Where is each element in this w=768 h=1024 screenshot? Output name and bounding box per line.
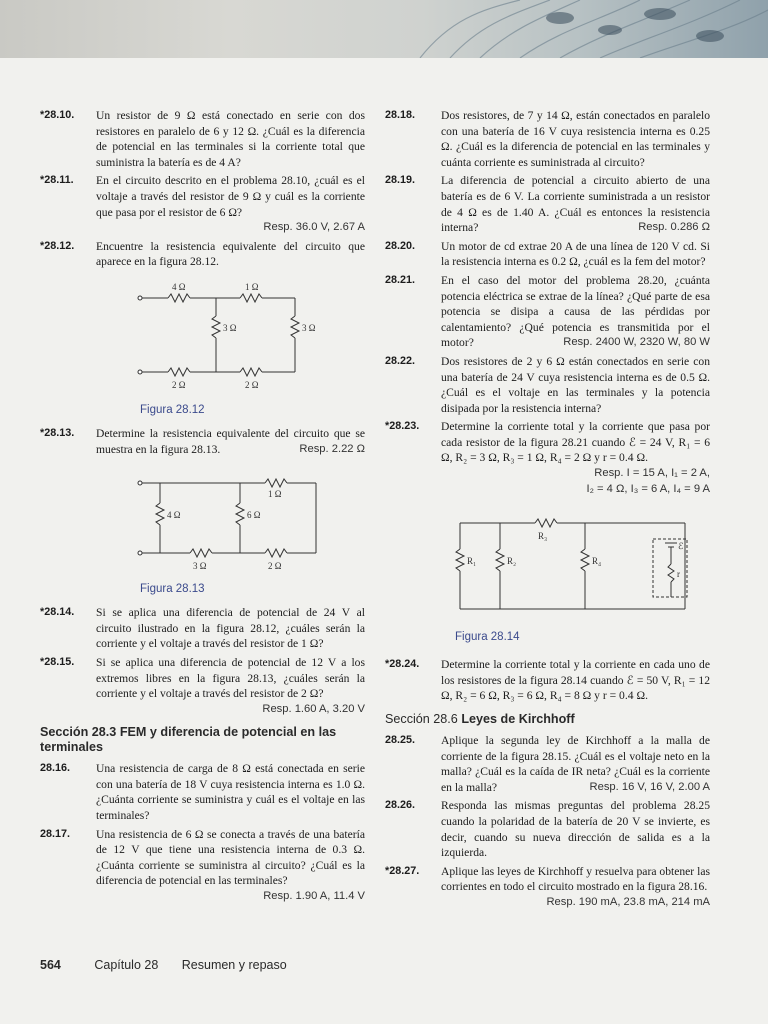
problem-28-22 <box>385 354 710 416</box>
problem-answer: Resp. 1.90 A, 11.4 V <box>263 890 365 903</box>
problem-number: *28.13. <box>40 426 75 439</box>
problem-text: Un resistor de 9 Ω está conectado en serie con dos resistores en paralelo de 6 y 12 Ω. ¿Cuál es la diferencia de potencial en las terminales si la corriente total que suministra la batería es de 4 A? <box>96 109 365 169</box>
problem-number: 28.17. <box>40 827 71 840</box>
problem-text: Una resistencia de carga de 8 Ω está conectada en serie con una batería de 18 V cuya resistencia interna es 1.0 Ω. ¿Cuánta corriente se suministra y cuál es el voltaje en las terminales? <box>96 762 365 823</box>
circuit-diagram-28-13 <box>40 463 365 577</box>
problem-number: *28.27. <box>385 864 420 877</box>
problem-28-14 <box>40 605 365 652</box>
problem-text: Determine la corriente total y la corriente que pasa por cada resistor de la figura 28.21 cuando ℰ = 24 V, R₁ = 6 Ω, R₂ = 3 Ω, R₃ = 1 Ω, R₄ = 2 Ω y r = 0.4 Ω. <box>441 420 710 465</box>
label-3-ohm-a: 3 Ω <box>223 322 237 333</box>
label-emf: ℰ <box>678 541 684 552</box>
problem-28-11 <box>40 173 365 235</box>
page-number: 564 <box>40 958 61 972</box>
problem-answer: Resp. 190 mA, 23.8 mA, 214 mA <box>546 895 710 908</box>
problem-28-19 <box>385 173 710 235</box>
problem-28-23 <box>385 419 710 497</box>
problem-number: *28.10. <box>40 109 75 121</box>
section-title: FEM y diferencia de potencial en las terminales <box>40 725 337 755</box>
problem-28-18 <box>385 108 710 170</box>
section-heading-28-6 <box>385 712 710 727</box>
problem-number: 28.20. <box>385 239 416 252</box>
problem-number: *28.24. <box>385 658 420 671</box>
problem-answer-line-2: I₂ = 4 Ω, I₃ = 6 A, I₄ = 9 A <box>586 482 710 495</box>
problem-text: Dos resistores, de 7 y 14 Ω, están conectados en paralelo con una batería de 16 V cuya resistencia interna es 0.25 Ω. ¿Cuál es la diferencia de potencial en las terminales y cuánta corriente es suministrada al circuito? <box>441 109 710 169</box>
problem-text-body: Determine la resistencia equivalente del circuito que se muestra en la figura 28.13. <box>96 426 365 456</box>
problem-number: *28.23. <box>385 420 420 433</box>
circuit-diagram-28-14 <box>385 509 710 625</box>
problem-28-21 <box>385 273 710 351</box>
circuit-diagram-28-12 <box>40 276 365 398</box>
problem-text-body: Aplique las leyes de Kirchhoff y resuelva para obtener las corrientes en todo el circuito mostrado en la figura 28.16. <box>441 864 710 894</box>
problem-answer: Resp. 36.0 V, 2.67 A <box>263 221 365 234</box>
problem-text-body: La diferencia de potencial a circuito abierto de una batería es de 6 V. La corriente suministrada a un resistor de 4 Ω es de 1.40 A. ¿Cuál es entonces la resistencia interna? <box>441 174 710 235</box>
label-r3: R₃ <box>538 531 548 542</box>
label-4-ohm: 4 Ω <box>167 510 181 521</box>
label-2-ohm-a: 2 Ω <box>172 379 186 390</box>
problem-text: Dos resistores de 2 y 6 Ω están conectados en serie con una batería de 24 V cuya resistencia interna es de 0.5 Ω. ¿Cuál es el voltaje en las terminales y la potencia disipada por la resistencia interna? <box>441 354 710 415</box>
page-footer <box>40 958 287 972</box>
problem-28-25 <box>385 733 710 795</box>
problem-text <box>441 273 710 351</box>
label-r2: R₂ <box>507 556 517 567</box>
figure-caption: Figura 28.13 <box>140 582 205 595</box>
right-column <box>385 108 710 911</box>
problem-number: 28.18. <box>385 109 416 121</box>
problem-28-13 <box>40 426 365 457</box>
label-2-ohm: 2 Ω <box>268 561 282 572</box>
problem-answer: Resp. 0.286 Ω <box>638 221 710 234</box>
label-1-ohm: 1 Ω <box>245 281 259 292</box>
problem-text-body: En el caso del motor del problema 28.20, ¿cuánta potencia eléctrica se extrae de la línea? ¿Qué parte de esa potencia se disipa a causa de las pérdidas por calentamiento? ¿Qué potencia es transmitida por el motor? <box>441 273 710 350</box>
section-title: Leyes de Kirchhoff <box>461 712 575 727</box>
label-2-ohm-b: 2 Ω <box>245 379 259 390</box>
figure-caption: Figura 28.12 <box>140 403 205 416</box>
problem-28-26 <box>385 798 710 860</box>
banner-ornament <box>0 0 768 58</box>
problem-28-17 <box>40 827 365 905</box>
problem-28-20 <box>385 239 710 270</box>
problem-number: 28.16. <box>40 762 71 775</box>
decorative-banner <box>0 0 768 58</box>
figure-28-13 <box>40 463 365 595</box>
label-6-ohm: 6 Ω <box>247 510 261 521</box>
problem-text: Responda las mismas preguntas del problema 28.25 cuando la polaridad de la batería de 20 V se invierte, es decir, cuando su nueva dirección de salida es a la izquierda. <box>441 799 710 860</box>
problem-number: 28.21. <box>385 273 416 286</box>
section-label: Sección 28.6 <box>385 712 458 727</box>
problem-answer-line-1: Resp. I = 15 A, I₁ = 2 A, <box>594 467 710 480</box>
section-label: Sección 28.3 <box>40 725 117 740</box>
problem-number: *28.11. <box>40 174 74 187</box>
problem-text-body: Aplique la segunda ley de Kirchhoff a la malla de corriente de la figura 28.15. ¿Cuál es el voltaje neto en la malla? ¿Cuál es la caída de IR neta? ¿Cuál es la corriente en la malla? <box>441 734 710 794</box>
problem-text: Si se aplica una diferencia de potencial de 12 V a los extremos libres en la figura 28.13, ¿cuáles serán la corriente y el voltaje a través del resistor de 2 Ω? <box>96 655 365 701</box>
problem-answer: Resp. 16 V, 16 V, 2.00 A <box>589 780 710 793</box>
problem-answer: Resp. 2400 W, 2320 W, 80 W <box>563 336 710 349</box>
problem-text <box>441 173 710 235</box>
problem-answer: Resp. 2.22 Ω <box>299 442 365 455</box>
problem-text: Si se aplica una diferencia de potencial de 24 V al circuito ilustrado en la figura 28.12, ¿cuáles serán la corriente y el voltaje a través del resistor de 1 Ω? <box>96 606 365 651</box>
problem-answer: Resp. 1.60 A, 3.20 V <box>262 702 365 715</box>
problem-text: Encuentre la resistencia equivalente del circuito que aparece en la figura 28.12. <box>96 239 365 269</box>
problem-28-27 <box>385 864 710 908</box>
figure-caption: Figura 28.14 <box>455 630 520 643</box>
problem-28-10 <box>40 108 365 170</box>
left-column <box>40 108 365 908</box>
label-r4: R₄ <box>592 556 602 567</box>
label-3-ohm: 3 Ω <box>193 561 207 572</box>
problem-text <box>441 733 710 795</box>
problem-number: *28.12. <box>40 239 75 252</box>
chapter-section: Resumen y repaso <box>181 958 287 972</box>
problem-text <box>441 864 710 908</box>
problem-number: *28.15. <box>40 655 75 668</box>
problem-28-12 <box>40 239 365 270</box>
problem-28-15 <box>40 655 365 717</box>
section-heading-28-3 <box>40 725 365 755</box>
figure-28-12 <box>40 276 365 416</box>
problem-number: 28.19. <box>385 174 416 187</box>
problem-number: 28.25. <box>385 734 416 747</box>
problem-number: 28.22. <box>385 354 416 367</box>
problem-text: En el circuito descrito en el problema 28.10, ¿cuál es el voltaje a través del resistor de 9 Ω y cuál es la corriente que pasa por el resistor de 6 Ω? <box>96 174 365 219</box>
label-3-ohm-b: 3 Ω <box>302 322 316 333</box>
label-internal-r: r <box>677 569 680 580</box>
label-r1: R₁ <box>467 556 477 567</box>
figure-28-14 <box>385 509 710 647</box>
label-1-ohm: 1 Ω <box>268 489 282 500</box>
problem-number: *28.14. <box>40 606 75 619</box>
problem-28-16 <box>40 761 365 823</box>
problem-text <box>96 426 365 457</box>
chapter-label: Capítulo 28 <box>94 958 159 972</box>
problem-28-24 <box>385 657 710 704</box>
label-4-ohm: 4 Ω <box>172 281 186 292</box>
problem-number: 28.26. <box>385 799 416 812</box>
problem-text: Determine la corriente total y la corriente en cada uno de los resistores de la figura 28.14 cuando ℰ = 50 V, R₁ = 12 Ω, R₂ = 6 Ω, R₃ = 6 Ω, R₄ = 8 Ω y r = 0.4 Ω. <box>441 658 710 703</box>
problem-text: Una resistencia de 6 Ω se conecta a través de una batería de 12 V que tiene una resistencia interna de 0.3 Ω. ¿Cuánta corriente se suministra al circuito? ¿Cuál es la diferencia de potencial en las terminales? <box>96 827 365 888</box>
problem-text: Un motor de cd extrae 20 A de una línea de 120 V cd. Si la resistencia interna es 0.2 Ω, ¿cuál es la fem del motor? <box>441 239 710 269</box>
